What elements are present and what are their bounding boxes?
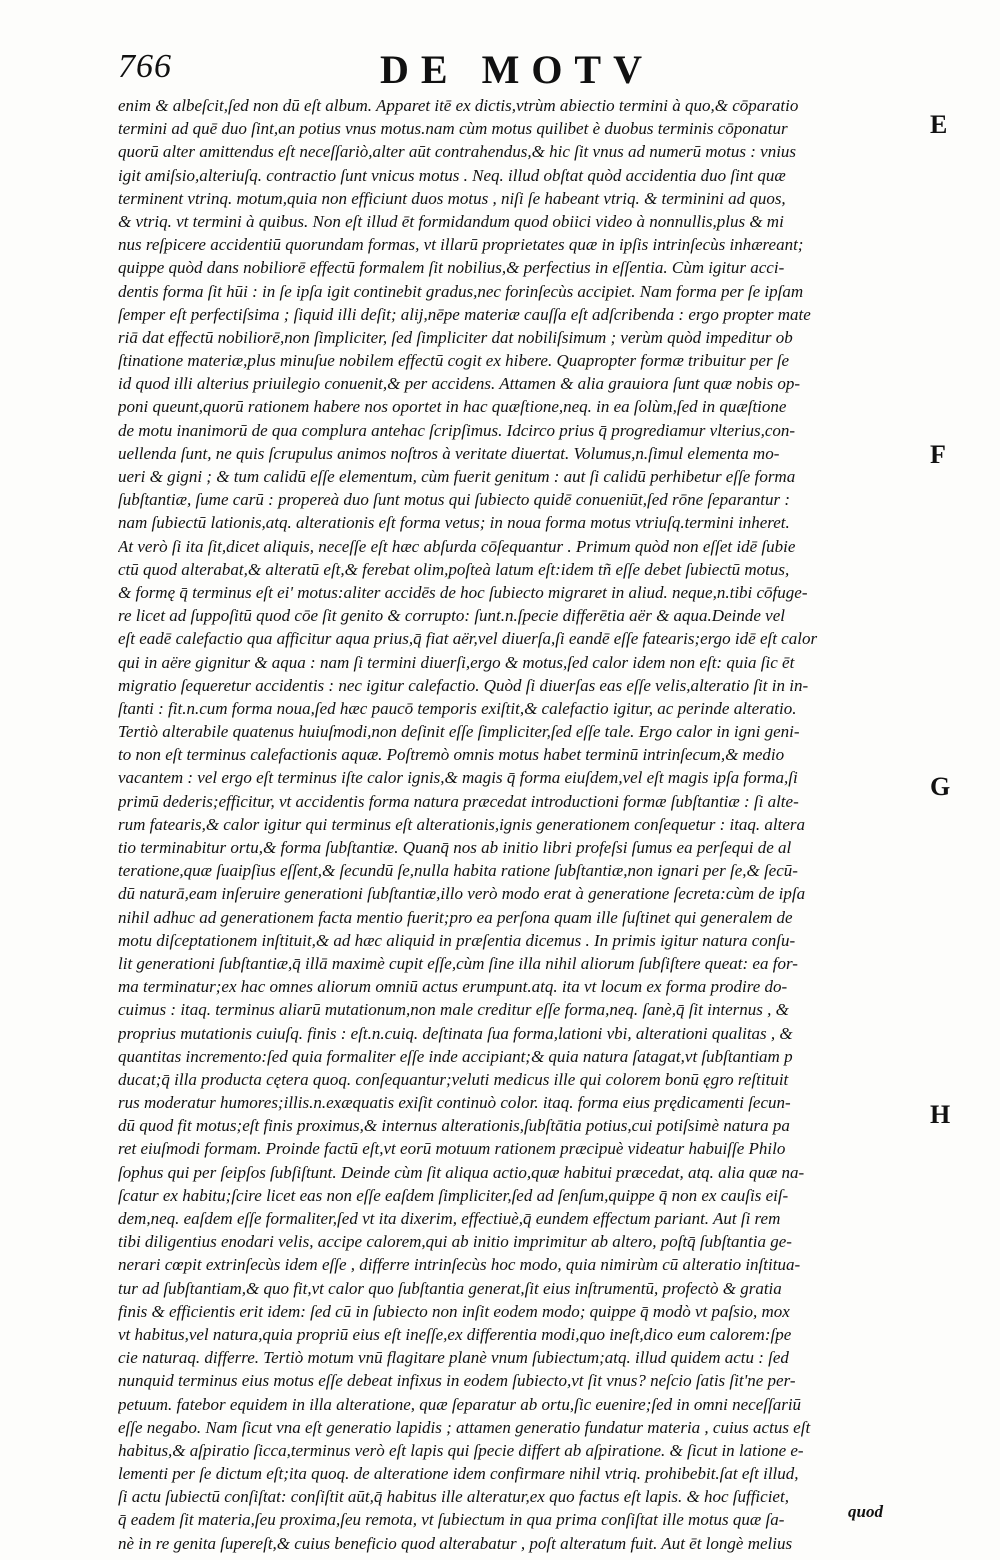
text-line: riā dat effectū nobiliorē,non ſimpliciter, ſed ſimpliciter dat nobiliſsimum ; verùm quòd impeditur ob: [118, 327, 793, 347]
text-line: rum fatearis,& calor igitur qui terminus eſt alterationis,ignis generationem conſequetur : itaq. altera: [118, 814, 806, 834]
running-head: DE MOTV: [380, 47, 654, 92]
text-line: termini ad quē duo ſint,an potius vnus motus.nam cùm motus quilibet è duobus terminis cōponatur: [118, 119, 788, 139]
text-line: ſi actu ſubiectū conſiſtat: conſiſtit aūt,q̄ habitus ille alteratur,ex quo factus eſt lapis. & hoc ſufficiet,: [118, 1487, 789, 1507]
text-line: dentis forma ſit hūi : in ſe ipſa igit continebit gradus,nec forinſecùs accipiet. Nam forma per ſe ipſam: [118, 281, 804, 301]
text-line: tur ad ſubſtantiam,& quo fit,vt calor quo ſubſtantia generat,ſit eius inſtrumentū, profectò & gratia: [118, 1278, 782, 1298]
text-line: quippe quòd dans nobiliorē effectū formalem ſit nobilius,& perfectius in eſſentia. Cùm igitur acci-: [118, 258, 785, 278]
text-line: At verò ſi ita ſit,dicet aliquis, neceſſe eſt hæc abſurda cōſequantur . Primum quòd non eſſet idē ſubie: [118, 536, 796, 556]
text-line: quantitas incremento:ſed quia formaliter eſſe inde accipiant;& quia natura ſatagat,vt ſubſtantiam p: [118, 1046, 793, 1066]
text-line: Tertiò alterabile quatenus huiuſmodi,non deſinit eſſe ſimpliciter,ſed eſſe tale. Ergo calor in igni geni-: [118, 722, 800, 742]
text-line: nerari cœpit extrinſecùs idem eſſe , differre intrinſecùs hoc modo, quia nimirùm cū alteratio inſtitua-: [118, 1255, 801, 1275]
page-number: 766: [118, 48, 172, 85]
text-line: ſophus qui per ſeipſos ſubſiſtunt. Deinde cùm ſit aliqua actio,quæ habitui præcedat, atq. alia quæ na-: [118, 1162, 805, 1182]
text-line: vt habitus,vel natura,quia propriū eius eſt ineſſe,ex differentia modi,quo ineſt,dico eum calorem:ſpe: [118, 1324, 792, 1344]
text-line: lit generationi ſubſtantiæ,q̄ illā maximè cupit eſſe,cùm ſine illa nihil aliorum ſubſiſtere queat: ea for-: [118, 953, 798, 973]
catchword: quod: [848, 1502, 883, 1521]
text-line: cie naturaq. differre. Tertiò motum vnū flagitare planè vnum ſubiectum;atq. illud quidem actu : ſed: [118, 1348, 789, 1368]
text-line: & vtriq. vt termini à quibus. Non eſt illud ēt formidandum quod obiici video à nonnullis,plus & mi: [118, 211, 784, 231]
text-line: primū dederis;efficitur, vt accidentis forma natura præcedat introductioni formæ ſubſtantiæ : ſi alte-: [118, 791, 799, 811]
text-line: id quod illi alterius priuilegio conuenit,& per accidens. Attamen & alia grauiora ſunt quæ nobis op-: [118, 374, 801, 394]
text-line: nam ſubiectū lationis,atq. alterationis eſt forma vetus; in noua forma motus vtriuſq.termini inheret.: [118, 513, 790, 533]
text-line: ſemper eſt perfectiſsima ; ſiquid illi deſit; alij,nēpe materiæ cauſſa eſt adſcribenda : ergo propter mate: [118, 304, 811, 324]
text-line: nunquid terminus eius motus eſſe debeat infixus in eodem ſubiecto,vt ſit vnus? neſcio ſatis ſit'ne per-: [118, 1371, 796, 1391]
text-line: proprius mutationis cuiuſq. finis : eſt.n.cuiq. deſtinata ſua forma,lationi vbi, alterationi qualitas , &: [118, 1023, 793, 1043]
text-line: nihil adhuc ad generationem facta mentio fuerit;pro ea perſona quam ille ſuſtinet qui generalem de: [118, 907, 793, 927]
text-line: lementi per ſe dictum eſt;ita quoq. de alteratione idem confirmare nihil vtriq. prohibebit.ſat eſt illud,: [118, 1464, 799, 1484]
text-line: migratio ſequeretur accidentis : nec igitur calefactio. Quòd ſi diuerſas eas eſſe velis,alteratio ſit in in-: [118, 675, 809, 695]
text-line: re licet ad ſuppoſitū quod cōe ſit genito & corrupto: ſunt.n.ſpecie differētia aër & aqua.Deinde vel: [118, 606, 785, 626]
text-line: q̄ eadem ſit materia,ſeu proxima,ſeu remota, vt ſubiectum in qua prima conſiſtat ille motus quæ ſa-: [118, 1510, 785, 1530]
margin-letter-g: G: [930, 772, 951, 801]
text-line: enim & albeſcit,ſed non dū eſt album. Apparet itē ex dictis,vtrùm abiectio termini à quo,& cōparatio: [118, 96, 799, 115]
text-line: vacantem : vel ergo eſt terminus iſte calor ignis,& magis q̄ forma eiuſdem,vel eſt magis ipſa forma,ſi: [118, 768, 798, 788]
text-line: motu diſceptationem inſtituit,& ad hæc aliquid in præſentia dicemus . In primis igitur natura conſu-: [118, 930, 796, 950]
text-line: finis & efficientis erit idem: ſed cū in ſubiecto non inſit eodem modo; quippe q̄ modò vt paſsio, mox: [118, 1301, 790, 1321]
text-line: teratione,quæ ſuaipſius eſſent,& ſecundū ſe,nulla habita ratione ſubſtantiæ,non ignari per ſe,& ſecū-: [118, 861, 798, 881]
text-line: ſtanti : fit.n.cum forma noua,ſed hæc paucō temporis exiſtit,& calefactio igitur, ac perinde alteratio.: [118, 698, 797, 718]
text-line: ſtinatione materiæ,plus minuſue nobilem effectū cogit ex hibere. Quapropter formæ tribuitur per ſe: [118, 351, 790, 371]
text-line: uellenda ſunt, ne quis ſcrupulus animos noſtros à veritate diuertat. Volumus,n.ſimul elementa mo-: [118, 443, 780, 463]
text-line: ducat;q̄ illa producta cętera quoq. conſequantur;veluti medicus ille qui colorem bonū ęgro reſtituit: [118, 1069, 789, 1089]
text-line: nè in re genita ſupereſt,& cuius beneficio quod alterabatur , poſt alteratum fuit. Aut ēt longè melius: [118, 1533, 793, 1553]
margin-letter-h: H: [930, 1100, 951, 1129]
text-line: & formę q̄ terminus eſt ei' motus:aliter accidēs de hoc ſubiecto migraret in aliud. neque,n.tibi cōfuge-: [118, 582, 808, 602]
text-line: dū quod fit motus;eſt finis proximus,& internus alterationis,ſubſtātia potius,cui potiſsimè natura pa: [118, 1116, 790, 1136]
text-line: to non eſt terminus calefactionis aquæ. Poſtremò omnis motus habet terminū intrinſecum,& medio: [118, 745, 785, 765]
text-line: de motu inanimorū de qua complura antehac ſcripſimus. Idcirco prius q̄ progrediamur vlterius,con-: [118, 420, 796, 440]
text-line: eſſe negabo. Nam ſicut vna eſt generatio lapidis ; attamen generatio fundatur materia , cuius actus eſt: [118, 1417, 811, 1437]
text-line: qui in aëre gignitur & aqua : nam ſi termini diuerſi,ergo & motus,ſed calor idem non eſt: quia ſic ēt: [118, 652, 795, 672]
text-line: rus moderatur humores;illis.n.exæquatis exiſit continuò color. itaq. forma eius prędicamenti ſecun-: [118, 1093, 791, 1113]
text-line: ueri & gigni ; & tum calidū eſſe elementum, cùm fuerit genitum : aut ſi calidū perhibetur eſſe forma: [118, 467, 796, 486]
text-line: terminent vtrinq. motum,quia non efficiunt duos motus , niſi ſe habeant vtriq. & terminini ad quos,: [118, 188, 786, 208]
text-line: ret eiuſmodi formam. Proinde factū eſt,vt eorū motuum rationem præcipuè videatur habuiſſe Philo: [118, 1139, 786, 1159]
body-text: [118, 94, 923, 1555]
text-line: dem,neq. eaſdem eſſe formaliter,ſed vt ita dixerim, effectiuè,q̄ eundem effectum pariant. Aut ſi rem: [118, 1209, 781, 1228]
text-line: tio terminabitur ortu,& forma ſubſtantiæ. Quanq̄ nos ab initio libri profeſsi ſumus ea perſequi de al: [118, 838, 792, 857]
text-line: petuum. fatebor equidem in illa alteratione, quæ ſeparatur ab ortu,ſic euenire;ſed in omni neceſſariū: [118, 1394, 802, 1414]
margin-letter-e: E: [930, 110, 948, 139]
text-line: eſt eadē calefactio qua afficitur aqua prius,q̄ fiat aër,vel diuerſa,ſi eandē eſſe fatearis;ergo idē eſt calor: [118, 629, 818, 649]
margin-letter-f: F: [930, 440, 946, 469]
text-line: nus reſpicere accidentiū quorundam formas, vt illarū proprietates quæ in ipſis intrinſecùs inhæreant;: [118, 235, 804, 255]
text-line: poni queunt,quorū rationem habere nos oportet in hac quæſtione,neq. in ea ſolùm,ſed in quæſtione: [118, 397, 787, 417]
text-line: ctū quod alterabat,& alteratū eſt,& ferebat olim,poſteà latum eſt:idem tñ eſſe debet ſubiectū motus,: [118, 559, 790, 579]
text-line: tibi diligentius enodari velis, accipe calorem,qui ab initio imprimitur ab altero, poſtq̄ ſubſtantia ge-: [118, 1232, 792, 1252]
text-line: ſubſtantiæ, ſume carū : propereà duo ſunt motus qui ſubiecto quidē conueniūt,ſed rōne ſeparantur :: [118, 490, 791, 510]
text-line: igit amiſsio,alteriuſq. contractio ſunt vnicus motus . Neq. illud obſtat quòd accidentia duo ſint quæ: [118, 165, 786, 185]
text-line: ma terminatur;ex hac omnes aliorum omniū actus erumpunt.atq. ita vt locum ex forma prodire do-: [118, 977, 788, 997]
text-line: habitus,& aſpiratio ſicca,terminus verò eſt lapis qui ſpecie differt ab aſpiratione. & ſicut in latione e-: [118, 1440, 804, 1460]
text-line: cuimus : itaq. terminus aliarū mutationum,non male creditur eſſe forma,neq. ſanè,q̄ ſit internus , &: [118, 1000, 789, 1020]
text-line: ſcatur ex habitu;ſcire licet eas non eſſe eaſdem ſimpliciter,ſed ad ſenſum,quippe q̄ non ex cauſis eiſ-: [118, 1185, 789, 1205]
text-line: dū naturā,eam inſeruire generationi ſubſtantiæ,illo verò modo erat à generatione ſecreta:cùm de ipſa: [118, 884, 806, 904]
text-line: quorū alter amittendus eſt neceſſariò,alter aūt contrahendus,& hic ſit vnus ad numerū motus : vnius: [118, 142, 797, 162]
